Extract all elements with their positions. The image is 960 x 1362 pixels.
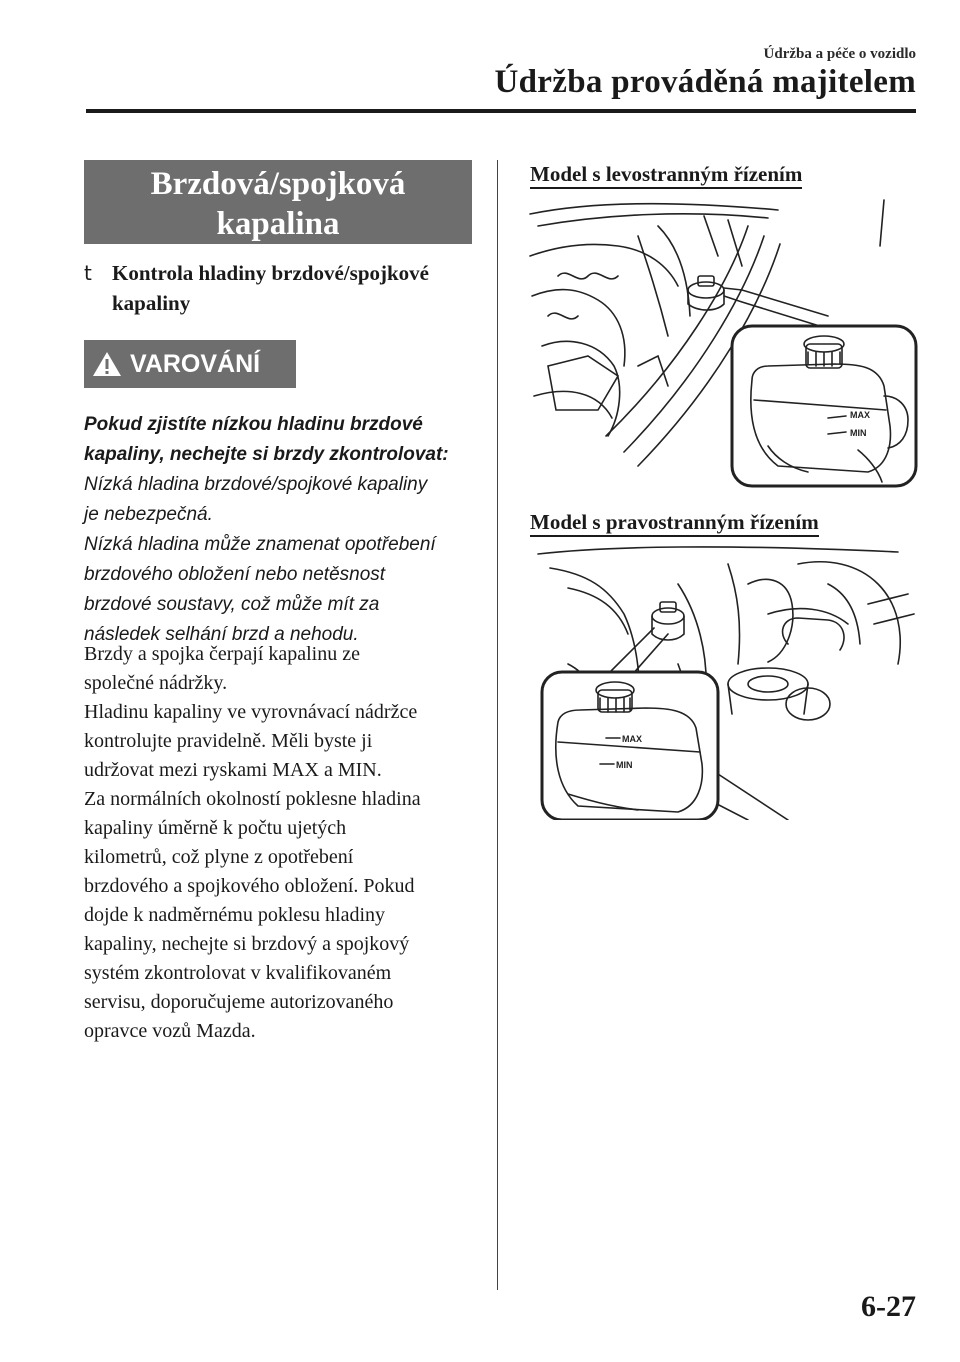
page-number: 6-27	[861, 1290, 916, 1323]
min-label-left: MIN	[850, 428, 867, 438]
running-header-title: Údržba prováděná majitelem	[494, 64, 916, 100]
body-line: dojde k nadměrnému poklesu hladiny	[84, 904, 386, 926]
body-line: kilometrů, což plyne z opotřebení	[84, 846, 354, 868]
body-line: brzdového a spojkového obložení. Pokud	[84, 875, 415, 897]
warning-label: VAROVÁNÍ	[130, 349, 261, 378]
section-title-line1: Brzdová/spojková	[150, 166, 406, 202]
warning-bold-line: Pokud zjistíte nízkou hladinu brzdové	[84, 414, 423, 435]
header-rule	[86, 109, 916, 113]
body-line: Hladinu kapaliny ve vyrovnávací nádržce	[84, 701, 418, 723]
body-line: kapaliny, nechejte si brzdový a spojkový	[84, 933, 410, 955]
warning-text	[84, 410, 484, 650]
warning-line: je nebezpečná.	[84, 504, 213, 525]
warning-line: Nízká hladina může znamenat opotřebení	[84, 534, 436, 555]
body-line: udržovat mezi ryskami MAX a MIN.	[84, 759, 382, 781]
max-label-right: MAX	[622, 734, 642, 744]
caption-right-hand-drive: Model s pravostranným řízením	[530, 510, 819, 537]
body-paragraph	[84, 640, 484, 1046]
subheading-bullet: t	[84, 261, 92, 285]
body-line: společné nádržky.	[84, 672, 228, 694]
body-line: opravce vozů Mazda.	[84, 1020, 256, 1042]
subheading	[84, 258, 484, 318]
body-line: Za normálních okolností poklesne hladina	[84, 788, 421, 810]
body-line: kapaliny úměrně k počtu ujetých	[84, 817, 347, 839]
max-label-left: MAX	[850, 410, 870, 420]
column-divider	[497, 160, 498, 1290]
section-title-line2: kapalina	[216, 206, 340, 242]
body-line: Brzdy a spojka čerpají kapalinu ze	[84, 643, 360, 665]
warning-triangle-icon	[92, 350, 122, 378]
warning-bold-line: kapaliny, nechejte si brzdy zkontrolovat:	[84, 444, 449, 465]
body-line: servisu, doporučujeme autorizovaného	[84, 991, 394, 1013]
warning-badge	[84, 340, 296, 388]
illustration-left-hand-drive	[528, 196, 920, 488]
running-header-subtitle: Údržba a péče o vozidlo	[763, 46, 916, 62]
caption-left-hand-drive: Model s levostranným řízením	[530, 162, 802, 189]
warning-line: následek selhání brzd a nehodu.	[84, 624, 359, 645]
min-label-right: MIN	[616, 760, 633, 770]
illustration-right-hand-drive	[528, 544, 920, 820]
body-line: kontrolujte pravidelně. Měli byste ji	[84, 730, 373, 752]
subheading-text: Kontrola hladiny brzdové/spojkové kapaliny	[112, 261, 429, 315]
warning-line: Nízká hladina brzdové/spojkové kapaliny	[84, 474, 428, 495]
warning-line: brzdového obložení nebo netěsnost	[84, 564, 386, 585]
warning-line: brzdové soustavy, což může mít za	[84, 594, 380, 615]
body-line: systém zkontrolovat v kvalifikovaném	[84, 962, 392, 984]
section-title-banner	[84, 160, 472, 244]
